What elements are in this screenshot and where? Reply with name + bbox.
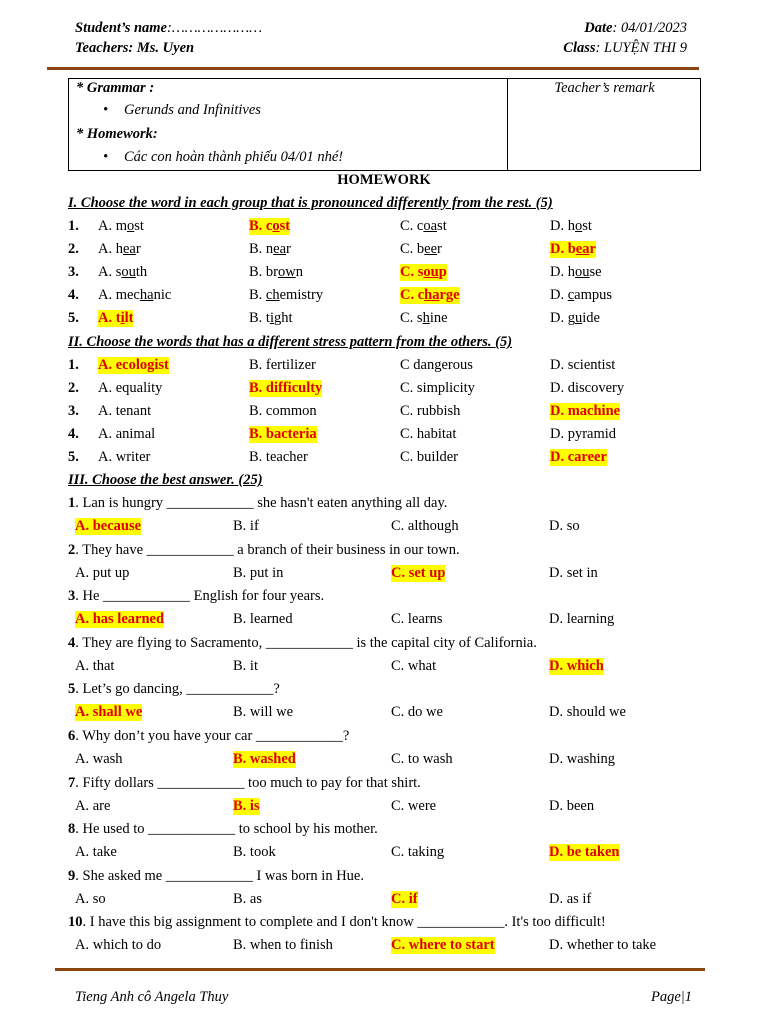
option-b[interactable]: B. learned xyxy=(233,611,293,628)
question-number: 5. xyxy=(68,449,79,465)
option-a[interactable]: A. that xyxy=(75,657,115,674)
option-d[interactable]: D. so xyxy=(549,518,580,534)
student-name-value: :………………… xyxy=(166,20,263,36)
section-1-heading: I. Choose the word in each group that is pronounced differently from the rest. (5) xyxy=(68,195,553,211)
question-row xyxy=(68,218,708,238)
option-c-answer[interactable]: C. where to start xyxy=(391,937,495,954)
option-c[interactable]: C. habitat xyxy=(400,426,457,442)
answer-row xyxy=(75,798,715,818)
answer-row xyxy=(75,891,715,911)
option-a[interactable]: A. put up xyxy=(75,564,130,581)
question-number: 6 xyxy=(68,728,76,744)
question-number: 3. xyxy=(68,403,79,419)
question-number: 4. xyxy=(68,287,79,303)
bullet-icon: • xyxy=(103,102,109,118)
option-a[interactable]: A. wash xyxy=(75,751,123,767)
answer-row xyxy=(75,751,715,771)
option-b-answer[interactable]: B. bacteria xyxy=(249,426,317,442)
option-d[interactable]: D. pyramid xyxy=(550,426,617,442)
option-d-answer[interactable]: D. bear xyxy=(550,241,596,257)
question-number: 1 xyxy=(68,495,76,511)
option-d-answer[interactable]: D. career xyxy=(550,449,607,465)
option-c[interactable]: C. although xyxy=(391,518,459,534)
header-divider xyxy=(47,67,699,70)
option-d-answer[interactable]: D. machine xyxy=(550,403,621,419)
question-number: 3 xyxy=(68,588,76,605)
option-b[interactable]: B. brown xyxy=(249,264,303,280)
lesson-info-box: * Grammar : • Gerunds and Infinitives * Homework: • Các con hoàn thành phiếu 04/01 nhé! Teacher’s remark xyxy=(68,78,701,171)
option-b-answer[interactable]: B. cost xyxy=(249,218,291,234)
answer-row xyxy=(75,658,715,678)
question-number: 2. xyxy=(68,380,79,396)
option-d[interactable]: D. learning xyxy=(549,611,615,628)
option-d[interactable]: D. should we xyxy=(549,704,626,721)
option-b[interactable]: B. fertilizer xyxy=(249,357,316,373)
option-d[interactable]: D. washing xyxy=(549,751,616,767)
question-row xyxy=(68,403,708,423)
option-c[interactable]: C dangerous xyxy=(400,357,473,373)
question-number: 10 xyxy=(68,914,83,931)
option-b[interactable]: B. as xyxy=(233,890,262,907)
question-number: 5 xyxy=(68,681,76,698)
option-a[interactable]: A. so xyxy=(75,890,106,907)
option-b[interactable]: B. chemistry xyxy=(249,287,324,303)
option-d[interactable]: D. whether to take xyxy=(549,937,657,954)
option-d-answer[interactable]: D. be taken xyxy=(549,844,620,861)
class-field: Class: LUYỆN THI 9 xyxy=(563,40,687,56)
question-number: 5. xyxy=(68,310,79,326)
question-row xyxy=(68,426,708,446)
option-c[interactable]: C. taking xyxy=(391,844,445,861)
option-b[interactable]: B. if xyxy=(233,518,259,534)
question-row xyxy=(68,241,708,261)
section-2-heading: II. Choose the words that has a different stress pattern from the others. (5) xyxy=(68,334,513,350)
answer-row xyxy=(75,844,715,864)
option-b-answer[interactable]: B. washed xyxy=(233,751,296,767)
option-a[interactable]: A. hear xyxy=(98,241,141,257)
option-d[interactable]: D. set in xyxy=(549,564,598,581)
option-c[interactable]: C. builder xyxy=(400,449,458,465)
option-a-answer[interactable]: A. tilt xyxy=(98,310,134,326)
question-number: 1. xyxy=(68,218,79,234)
question-number: 1. xyxy=(68,357,79,373)
option-b[interactable]: B. teacher xyxy=(249,449,308,465)
option-a[interactable]: A. writer xyxy=(98,449,151,465)
option-b[interactable]: B. tight xyxy=(249,310,293,326)
question-number: 2. xyxy=(68,241,79,257)
option-c[interactable]: C. rubbish xyxy=(400,403,461,419)
option-c-answer[interactable]: C. if xyxy=(391,890,418,907)
option-c[interactable]: C. do we xyxy=(391,704,443,721)
option-c-answer[interactable]: C. set up xyxy=(391,564,446,581)
grammar-heading: * Grammar : xyxy=(76,80,155,96)
option-b[interactable]: B. common xyxy=(249,403,317,419)
option-a[interactable]: A. mechanic xyxy=(98,287,172,303)
question-row xyxy=(68,310,708,330)
option-d[interactable]: D. house xyxy=(550,264,602,280)
option-a[interactable]: A. are xyxy=(75,797,111,814)
answer-row xyxy=(75,611,715,631)
option-d[interactable]: D. host xyxy=(550,218,592,234)
answer-row xyxy=(75,518,715,538)
question-text: 9. She asked me ____________ I was born in Hue. xyxy=(68,867,364,884)
question-text: 1. Lan is hungry ____________ she hasn't eaten anything all day. xyxy=(68,495,448,511)
option-b[interactable]: B. put in xyxy=(233,564,284,581)
footer-divider xyxy=(55,968,705,971)
option-a[interactable]: A. equality xyxy=(98,380,163,396)
question-number: 2 xyxy=(68,541,76,558)
bullet-icon: • xyxy=(103,149,109,165)
option-c[interactable]: C. shine xyxy=(400,310,448,326)
question-row xyxy=(68,449,708,469)
header-row-1 xyxy=(75,20,687,40)
option-d[interactable]: D. campus xyxy=(550,287,613,303)
option-d-answer[interactable]: D. which xyxy=(549,657,604,674)
answer-row xyxy=(75,704,715,724)
option-a-answer[interactable]: A. ecologist xyxy=(98,357,169,373)
option-c-answer[interactable]: C. soup xyxy=(400,264,447,280)
answer-row xyxy=(75,937,715,957)
option-d[interactable]: D. guide xyxy=(550,310,600,326)
option-c[interactable]: C. learns xyxy=(391,611,443,628)
option-b[interactable]: B. near xyxy=(249,241,291,257)
section-3-heading: III. Choose the best answer. (25) xyxy=(68,472,263,488)
option-b[interactable]: B. it xyxy=(233,657,258,674)
question-row xyxy=(68,357,708,377)
answer-row xyxy=(75,565,715,585)
teacher-remark-label: Teacher’s remark xyxy=(554,80,655,96)
option-c-answer[interactable]: C. charge xyxy=(400,287,460,303)
option-d[interactable]: D. been xyxy=(549,797,595,814)
footer-author: Tieng Anh cô Angela Thuy xyxy=(75,989,229,1005)
option-b[interactable]: B. when to finish xyxy=(233,937,333,954)
option-a[interactable]: A. tenant xyxy=(98,403,152,419)
question-number: 4. xyxy=(68,426,79,442)
footer xyxy=(75,989,692,1006)
option-b[interactable]: B. will we xyxy=(233,704,294,721)
option-c[interactable]: C. to wash xyxy=(391,751,453,767)
option-a[interactable]: A. which to do xyxy=(75,937,162,954)
question-row xyxy=(68,380,708,400)
header-row-2 xyxy=(75,40,687,60)
question-text: 4. They are flying to Sacramento, ____________ is the capital city of California. xyxy=(68,634,537,651)
option-c[interactable]: C. coast xyxy=(400,218,447,234)
question-text: 6. Why don’t you have your car ____________? xyxy=(68,728,350,744)
homework-title: HOMEWORK xyxy=(337,172,431,188)
option-d[interactable]: D. discovery xyxy=(550,380,625,396)
option-a-answer[interactable]: A. has learned xyxy=(75,611,165,628)
option-d[interactable]: D. scientist xyxy=(550,357,616,373)
question-row xyxy=(68,264,708,284)
homework-heading: * Homework: xyxy=(76,126,158,142)
student-name-label: Student’s name xyxy=(75,20,167,36)
option-b[interactable]: B. took xyxy=(233,844,276,861)
question-text: 8. He used to ____________ to school by his mother. xyxy=(68,821,378,838)
option-c[interactable]: C. beer xyxy=(400,241,442,257)
option-d[interactable]: D. as if xyxy=(549,890,592,907)
option-a-answer[interactable]: A. because xyxy=(75,518,142,534)
question-text: 7. Fifty dollars ____________ too much to pay for that shirt. xyxy=(68,774,421,791)
question-text: 5. Let’s go dancing, ____________? xyxy=(68,681,280,698)
question-number: 8 xyxy=(68,821,76,838)
question-number: 7 xyxy=(68,774,76,791)
question-text: 3. He ____________ English for four years. xyxy=(68,588,325,605)
question-row xyxy=(68,287,708,307)
date-field: Date: 04/01/2023 xyxy=(584,20,687,36)
option-c[interactable]: C. were xyxy=(391,797,437,814)
teacher-label: Teachers: Ms. Uyen xyxy=(75,40,195,56)
question-number: 3. xyxy=(68,264,79,280)
option-b-answer[interactable]: B. is xyxy=(233,797,260,814)
option-a[interactable]: A. most xyxy=(98,218,144,234)
page-number: Page|1 xyxy=(650,989,692,1005)
option-b-answer[interactable]: B. difficulty xyxy=(249,380,323,396)
option-a-answer[interactable]: A. shall we xyxy=(75,704,143,721)
option-c[interactable]: C. simplicity xyxy=(400,380,475,396)
question-number: 9 xyxy=(68,867,76,884)
option-a[interactable]: A. animal xyxy=(98,426,156,442)
question-number: 4 xyxy=(68,634,76,651)
option-a[interactable]: A. south xyxy=(98,264,148,280)
question-text: 2. They have ____________ a branch of their business in our town. xyxy=(68,541,460,558)
question-text: 10. I have this big assignment to complete and I don't know ____________. It's too difficult! xyxy=(68,914,606,931)
option-a[interactable]: A. take xyxy=(75,844,117,861)
option-c[interactable]: C. what xyxy=(391,657,437,674)
